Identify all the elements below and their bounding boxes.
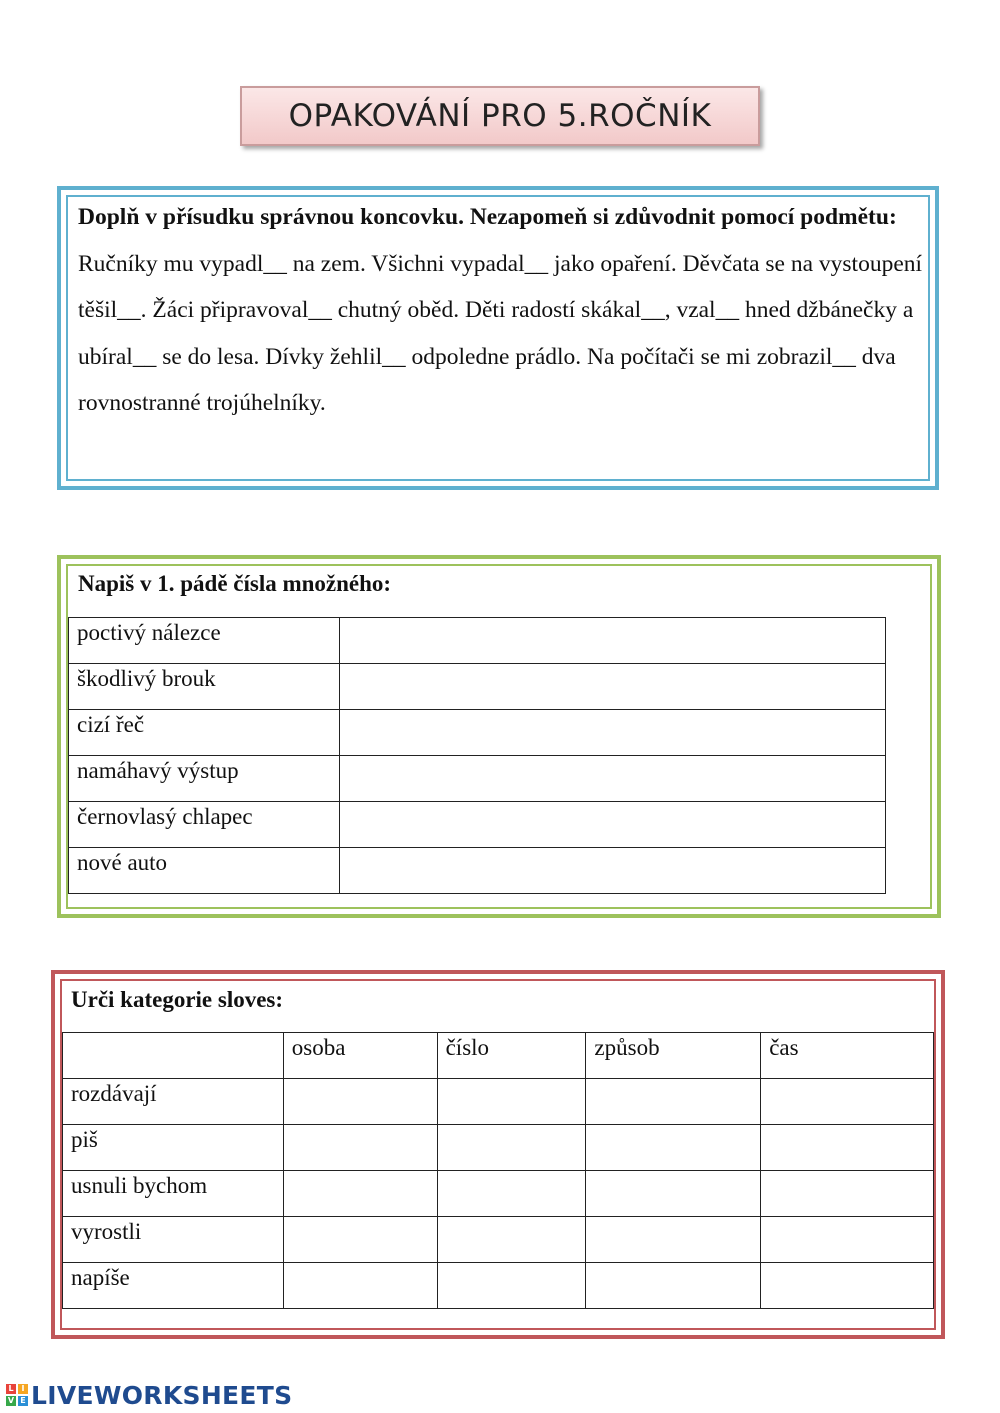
answer-cell[interactable] xyxy=(586,1171,761,1217)
table-row xyxy=(63,1171,934,1217)
nouns-table xyxy=(68,617,886,894)
column-header: způsob xyxy=(586,1033,761,1079)
answer-cell[interactable] xyxy=(437,1171,586,1217)
exercise1-text: Ručníky mu vypadl__ na zem. Všichni vypadal__ jako opaření. Děvčata se na vystoupení těšil__. Žáci připravoval__ chutný oběd. Děti radostí skákal__, vzal__ hned džbánečky a ubíral__ se do lesa. Dívky žehlil__ odpoledne prádlo. Na počítači se mi zobrazil__ dva rovnostranné trojúhelníky. xyxy=(78,250,923,416)
answer-cell[interactable] xyxy=(340,756,886,802)
column-header: osoba xyxy=(283,1033,437,1079)
answer-cell[interactable] xyxy=(283,1079,437,1125)
answer-cell[interactable] xyxy=(283,1125,437,1171)
noun-phrase-cell: černovlasý chlapec xyxy=(69,802,340,848)
table-row xyxy=(63,1217,934,1263)
answer-cell[interactable] xyxy=(437,1217,586,1263)
answer-cell[interactable] xyxy=(283,1263,437,1309)
table-row xyxy=(63,1125,934,1171)
verb-cell: vyrostli xyxy=(63,1217,284,1263)
table-row xyxy=(63,1079,934,1125)
liveworksheets-logo[interactable] xyxy=(6,1378,292,1412)
answer-cell[interactable] xyxy=(437,1263,586,1309)
verb-cell: rozdávají xyxy=(63,1079,284,1125)
logo-mark-icon xyxy=(6,1384,28,1406)
answer-cell[interactable] xyxy=(283,1171,437,1217)
answer-cell[interactable] xyxy=(340,848,886,894)
worksheet-title-box xyxy=(240,86,760,146)
noun-phrase-cell: nové auto xyxy=(69,848,340,894)
logo-letter: I xyxy=(18,1384,28,1394)
answer-cell[interactable] xyxy=(586,1125,761,1171)
logo-letter: L xyxy=(6,1384,16,1394)
verb-cell: usnuli bychom xyxy=(63,1171,284,1217)
table-row xyxy=(69,756,886,802)
answer-cell[interactable] xyxy=(340,618,886,664)
answer-cell[interactable] xyxy=(761,1125,934,1171)
table-row xyxy=(69,848,886,894)
exercise1-heading: Doplň v přísudku správnou koncovku. Nezapomeň si zdůvodnit pomocí podmětu: xyxy=(78,204,897,230)
worksheet-title: OPAKOVÁNÍ PRO 5.ROČNÍK xyxy=(288,98,712,134)
answer-cell[interactable] xyxy=(586,1079,761,1125)
logo-letter: V xyxy=(7,1396,15,1405)
answer-cell[interactable] xyxy=(340,710,886,756)
table-row xyxy=(69,802,886,848)
column-header: číslo xyxy=(437,1033,586,1079)
verb-cell: napíše xyxy=(63,1263,284,1309)
answer-cell[interactable] xyxy=(761,1263,934,1309)
empty-header-cell xyxy=(63,1033,284,1079)
answer-cell[interactable] xyxy=(340,664,886,710)
column-header: čas xyxy=(761,1033,934,1079)
answer-cell[interactable] xyxy=(761,1171,934,1217)
answer-cell[interactable] xyxy=(437,1079,586,1125)
noun-phrase-cell: namáhavý výstup xyxy=(69,756,340,802)
table-row xyxy=(69,664,886,710)
logo-text: LIVEWORKSHEETS xyxy=(31,1380,293,1410)
noun-phrase-cell: cizí řeč xyxy=(69,710,340,756)
verb-cell: piš xyxy=(63,1125,284,1171)
verbs-table xyxy=(62,1032,934,1309)
answer-cell[interactable] xyxy=(283,1217,437,1263)
exercise1-content xyxy=(78,194,923,427)
table-row xyxy=(63,1263,934,1309)
logo-letter: E xyxy=(18,1396,28,1406)
noun-phrase-cell: škodlivý brouk xyxy=(69,664,340,710)
answer-cell[interactable] xyxy=(586,1217,761,1263)
noun-phrase-cell: poctivý nálezce xyxy=(69,618,340,664)
answer-cell[interactable] xyxy=(437,1125,586,1171)
table-row xyxy=(69,710,886,756)
answer-cell[interactable] xyxy=(761,1217,934,1263)
table-row xyxy=(69,618,886,664)
answer-cell[interactable] xyxy=(586,1263,761,1309)
answer-cell[interactable] xyxy=(340,802,886,848)
exercise2-heading: Napiš v 1. pádě čísla množného: xyxy=(78,571,392,596)
table-header-row xyxy=(63,1033,934,1079)
exercise3-heading: Urči kategorie sloves: xyxy=(71,987,284,1012)
answer-cell[interactable] xyxy=(761,1079,934,1125)
